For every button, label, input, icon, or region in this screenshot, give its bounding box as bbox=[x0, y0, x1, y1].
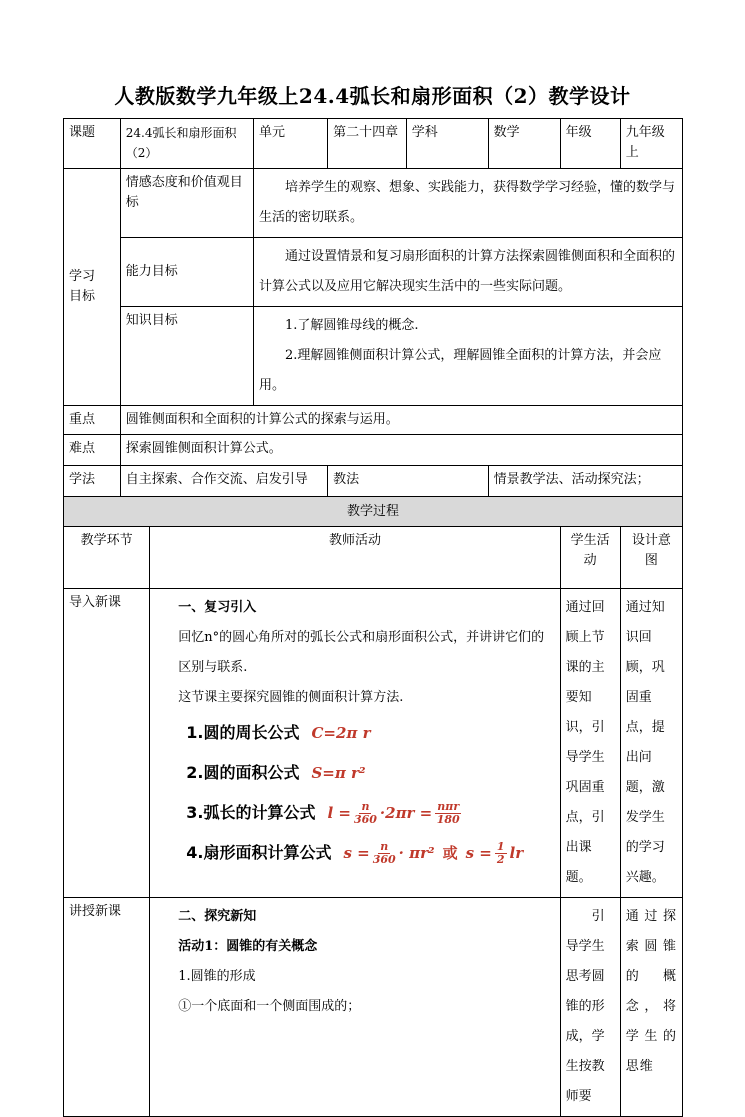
knowledge-goal-label: 知识目标 bbox=[120, 307, 253, 406]
cone-item: ①一个底面和一个侧面围成的； bbox=[178, 999, 361, 1014]
col-student: 学生活动 bbox=[560, 527, 620, 589]
grade-value: 九年级上 bbox=[620, 119, 682, 169]
explore-heading: 二、探究新知 bbox=[178, 909, 257, 924]
emotion-goal-label: 情感态度和价值观目标 bbox=[120, 169, 253, 238]
review-paragraph: 回忆n°的圆心角所对的弧长公式和扇形面积公式，并讲讲它们的区别与联系. bbox=[178, 630, 545, 675]
row1-stage: 导入新课 bbox=[64, 589, 150, 898]
ability-goal-label: 能力目标 bbox=[120, 238, 253, 307]
review-heading: 一、复习引入 bbox=[178, 600, 257, 615]
key-point-value: 圆锥侧面积和全面积的计算公式的探索与运用。 bbox=[120, 406, 682, 435]
cone-formation: 1.圆锥的形成 bbox=[178, 969, 256, 984]
row2-teacher bbox=[150, 898, 560, 1117]
goals-label: 学习目标 bbox=[64, 169, 121, 406]
row2-student: 引导学生思考圆锥的形成，学生按教师要 bbox=[560, 898, 620, 1117]
teach-method-value: 情景教学法、活动探究法； bbox=[488, 466, 682, 497]
formula-circle-area: 2.圆的面积公式 S=π r² bbox=[186, 763, 366, 782]
col-design: 设计意图 bbox=[620, 527, 682, 589]
subject-value: 数学 bbox=[488, 119, 560, 169]
formula-circumference: 1.圆的周长公式 C=2π r bbox=[186, 723, 371, 742]
difficulty-label: 难点 bbox=[64, 435, 121, 466]
process-title: 教学过程 bbox=[64, 497, 683, 527]
formula-arc-length: 3.弧长的计算公式 l = $\frac{n}{360}$ ·2πr = $\frac{\text{nπr}}{180}$ bbox=[186, 799, 460, 826]
row2-design: 通过探索圆锥的概念，将学生的思维 bbox=[620, 898, 682, 1117]
difficulty-value: 探索圆锥侧面积计算公式。 bbox=[120, 435, 682, 466]
unit-label: 单元 bbox=[253, 119, 327, 169]
col-teacher: 教师活动 bbox=[150, 527, 560, 589]
row1-teacher bbox=[150, 589, 560, 898]
review-note: 这节课主要探究圆锥的侧面积计算方法. bbox=[178, 690, 404, 705]
teach-method-label: 教法 bbox=[328, 466, 488, 497]
study-method-value: 自主探索、合作交流、启发引导 bbox=[120, 466, 327, 497]
unit-value: 第二十四章 bbox=[328, 119, 407, 169]
knowledge-goal-text: 1.了解圆锥母线的概念. 2.理解圆锥侧面积计算公式，理解圆锥全面积的计算方法，并会应用。 bbox=[253, 307, 682, 406]
row1-design: 通过知识回顾，巩固重点，提出问题，激发学生的学习兴趣。 bbox=[620, 589, 682, 898]
course-value: 24.4弧长和扇形面积（2） bbox=[120, 119, 253, 169]
grade-label: 年级 bbox=[560, 119, 620, 169]
key-point-label: 重点 bbox=[64, 406, 121, 435]
lesson-table bbox=[63, 118, 683, 1117]
activity-title: 活动1：圆锥的有关概念 bbox=[178, 939, 318, 954]
subject-label: 学科 bbox=[406, 119, 488, 169]
row1-student: 通过回顾上节课的主要知识，引导学生巩固重点，引出课题。 bbox=[560, 589, 620, 898]
col-stage: 教学环节 bbox=[64, 527, 150, 589]
course-label: 课题 bbox=[64, 119, 121, 169]
formula-sector-area: 4.扇形面积计算公式 s = $\frac{n}{360}$ · πr² 或 s = $\frac{1}{2}$ lr bbox=[186, 839, 524, 866]
row2-stage: 讲授新课 bbox=[64, 898, 150, 1117]
page-title: 人教版数学九年级上24.4弧长和扇形面积（2）教学设计 bbox=[114, 84, 631, 108]
study-method-label: 学法 bbox=[64, 466, 121, 497]
emotion-goal-text: 培养学生的观察、想象、实践能力，获得数学学习经验，懂的数学与生活的密切联系。 bbox=[253, 169, 682, 238]
ability-goal-text: 通过设置情景和复习扇形面积的计算方法探索圆锥侧面积和全面积的计算公式以及应用它解决现实生活中的一些实际问题。 bbox=[253, 238, 682, 307]
